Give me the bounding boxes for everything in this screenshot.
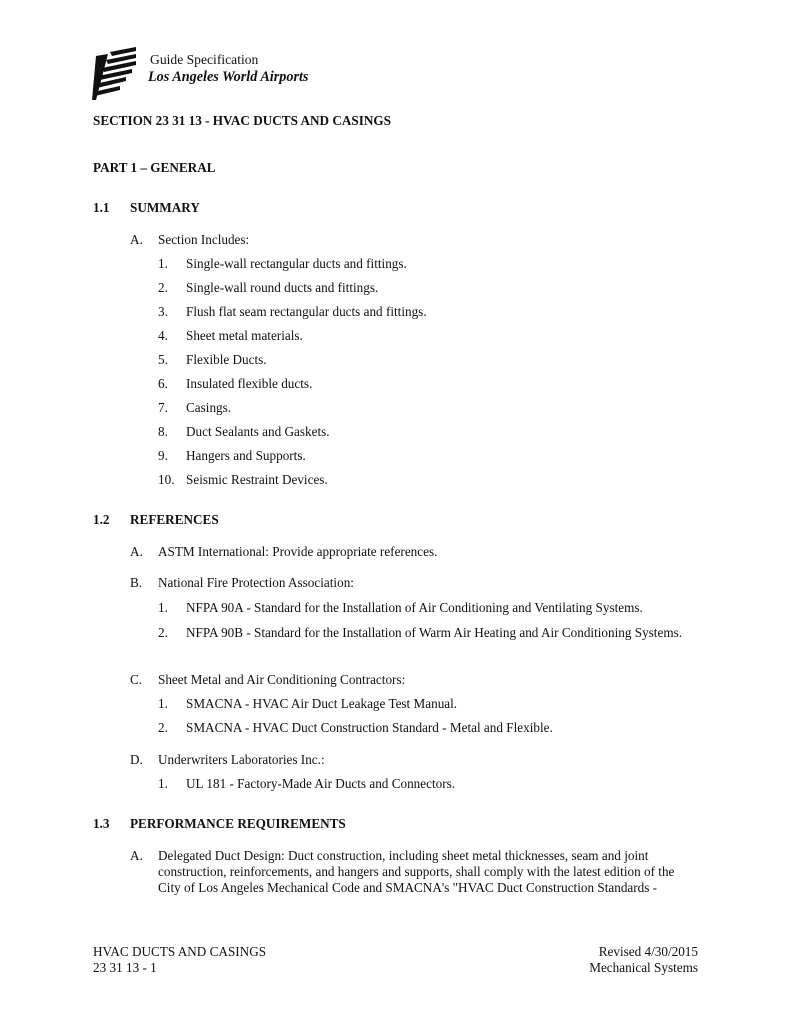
paragraph-letter: A. <box>130 232 143 247</box>
list-item: Duct Sealants and Gaskets. <box>186 424 330 439</box>
article-number: 1.3 <box>93 816 110 831</box>
list-number: 2. <box>158 720 168 735</box>
list-item: Hangers and Supports. <box>186 448 306 463</box>
paragraph-letter: A. <box>130 848 143 863</box>
list-number: 1. <box>158 600 168 615</box>
list-item: UL 181 - Factory-Made Air Ducts and Connectors. <box>186 776 456 791</box>
paragraph-text: Sheet Metal and Air Conditioning Contractors: <box>158 672 406 687</box>
list-number: 10. <box>158 472 175 487</box>
list-item: Seismic Restraint Devices. <box>186 472 328 487</box>
paragraph-line: construction, reinforcements, and hangers and supports, shall comply with the latest edition of the <box>158 864 675 879</box>
list-number: 9. <box>158 448 168 463</box>
paragraph-letter: D. <box>130 752 143 767</box>
paragraph-text: ASTM International: Provide appropriate references. <box>158 544 438 559</box>
header-guide-spec: Guide Specification <box>150 52 259 67</box>
header-organization: Los Angeles World Airports <box>148 69 309 85</box>
list-item: Flush flat seam rectangular ducts and fittings. <box>186 304 427 319</box>
list-item: Flexible Ducts. <box>186 352 267 367</box>
paragraph-line: Delegated Duct Design: Duct construction, including sheet metal thicknesses, seam and joint <box>158 848 649 863</box>
article-number: 1.1 <box>93 200 110 215</box>
footer-revision: Revised 4/30/2015 <box>598 944 698 959</box>
paragraph-text: National Fire Protection Association: <box>158 575 354 590</box>
list-item: SMACNA - HVAC Duct Construction Standard - Metal and Flexible. <box>186 720 553 735</box>
list-number: 5. <box>158 352 168 367</box>
article-number: 1.2 <box>93 512 110 527</box>
list-number: 2. <box>158 625 168 640</box>
paragraph-letter: C. <box>130 672 143 687</box>
list-item: Sheet metal materials. <box>186 328 303 343</box>
footer-division: Mechanical Systems <box>589 960 698 975</box>
article-title: PERFORMANCE REQUIREMENTS <box>130 816 346 831</box>
paragraph-line: City of Los Angeles Mechanical Code and SMACNA's "HVAC Duct Construction Standards - <box>158 880 658 895</box>
list-number: 1. <box>158 256 168 271</box>
list-number: 4. <box>158 328 168 343</box>
list-item: NFPA 90A - Standard for the Installation of Air Conditioning and Ventilating Systems. <box>186 600 643 615</box>
section-title: SECTION 23 31 13 - HVAC DUCTS AND CASINGS <box>93 113 391 128</box>
paragraph-letter: A. <box>130 544 143 559</box>
article-title: SUMMARY <box>130 200 200 215</box>
footer-page-number: 23 31 13 - 1 <box>93 960 157 975</box>
list-number: 6. <box>158 376 168 391</box>
list-number: 1. <box>158 696 168 711</box>
footer-section-name: HVAC DUCTS AND CASINGS <box>93 944 267 959</box>
list-item: Single-wall round ducts and fittings. <box>186 280 379 295</box>
paragraph-letter: B. <box>130 575 143 590</box>
list-number: 2. <box>158 280 168 295</box>
list-item: NFPA 90B - Standard for the Installation of Warm Air Heating and Air Conditioning Systems. <box>186 625 683 640</box>
list-item: SMACNA - HVAC Air Duct Leakage Test Manual. <box>186 696 458 711</box>
paragraph-text: Section Includes: <box>158 232 250 247</box>
list-number: 1. <box>158 776 168 791</box>
article-title: REFERENCES <box>130 512 219 527</box>
list-number: 8. <box>158 424 168 439</box>
list-item: Single-wall rectangular ducts and fittings. <box>186 256 407 271</box>
paragraph-text: Underwriters Laboratories Inc.: <box>158 752 325 767</box>
list-number: 3. <box>158 304 168 319</box>
list-number: 7. <box>158 400 168 415</box>
part-title: PART 1 – GENERAL <box>93 160 216 175</box>
laWA-logo-icon <box>92 46 138 102</box>
list-item: Casings. <box>186 400 232 415</box>
list-item: Insulated flexible ducts. <box>186 376 313 391</box>
